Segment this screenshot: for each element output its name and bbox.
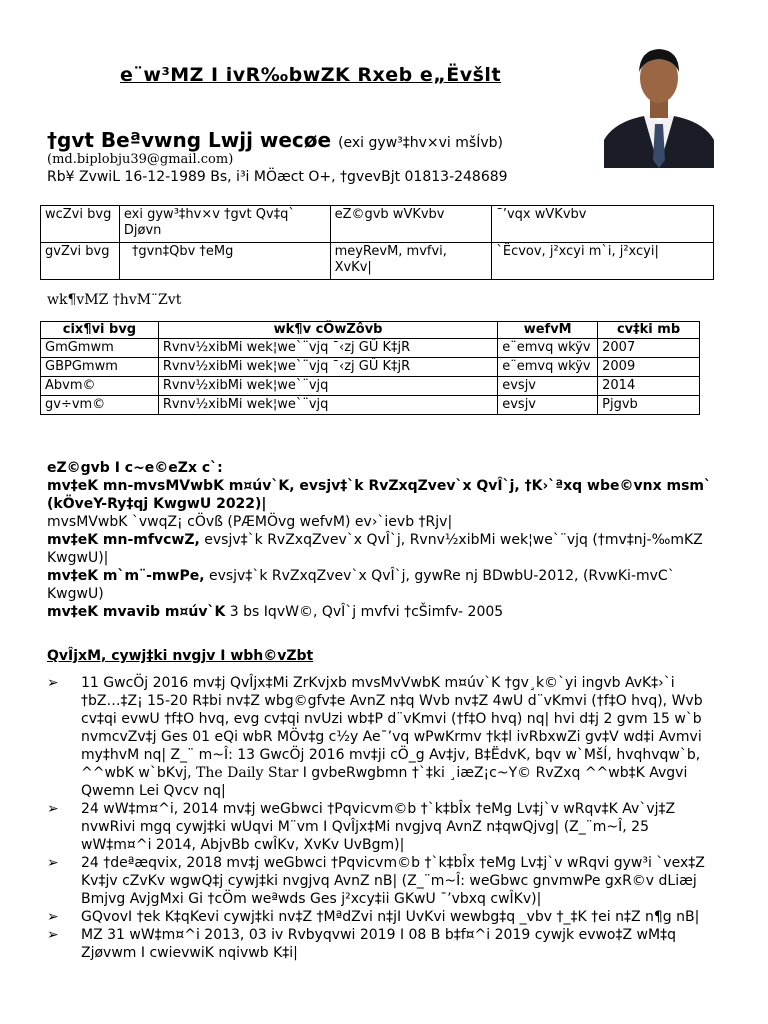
career-role: mv‡eK mvavib m¤úv`K xyxy=(47,604,226,620)
table-cell: Rvnv½xibMi wek¦we`¨vjq ¯‹zj GÛ K‡jR xyxy=(158,339,497,358)
table-row xyxy=(41,243,714,280)
table-cell: e¨emvq wkÿv xyxy=(498,358,598,377)
list-item xyxy=(47,800,717,854)
list-item xyxy=(47,926,717,962)
career-line: mv‡eK mn-mvsMVwbK m¤úv`K, evsjv‡`k RvZxqZvev`x QvÎ`j, †K›`ªxq wbe©vnx msm` (kÖveY-Ry‡qj KwgwU 2022)| xyxy=(47,478,712,512)
name-subtitle: (exi gyw³‡hv×vi mšÍvb) xyxy=(338,135,503,151)
career-detail: 3 bs IqvW©, QvÎ`j mvfvi †cŠimfv- 2005 xyxy=(225,604,504,620)
activities-heading: QvÎjxM, cywj‡ki nvgjv I wbh©vZbt xyxy=(47,648,314,664)
education-table xyxy=(40,321,700,415)
bullet-arrow-icon: ➢ xyxy=(47,855,59,871)
table-cell: Pjgvb xyxy=(598,396,700,415)
column-header: cix¶vi bvg xyxy=(41,322,159,339)
career-line: mvsMVwbK `vwqZ¡ cÖvß (PÆMÖvg wefvM) ev›`ievb †Rjv| xyxy=(47,514,453,530)
table-row xyxy=(41,377,700,396)
career-line xyxy=(47,603,727,621)
career-role: mv‡eK mn-mfvcwZ, xyxy=(47,532,200,548)
table-cell: Abvm© xyxy=(41,377,159,396)
table-cell: Rvnv½xibMi wek¦we`¨vjq ¯‹zj GÛ K‡jR xyxy=(158,358,497,377)
table-cell: †gvn‡Qbv †eMg xyxy=(119,243,330,280)
table-cell: Rvnv½xibMi wek¦we`¨vjq xyxy=(158,396,497,415)
table-cell: eZ©gvb wVKvbv xyxy=(330,206,492,243)
list-item-text: 11 GwcÖj 2016 mv‡j QvÎjx‡Mi ZrKvjxb mvsMvVwbK m¤úv`K †gv¸k©`yi ingvb AvK‡›`i †bZ…‡Z¡ 15-20 R‡bi nv‡Z wbg©gfv‡e AvnZ n‡q Wvb nv‡Z 4wU d¨vKmvi (†f‡O hvq), Wvb cv‡qi evwU †f‡O hvq, evg cv‡qi nvUzi wb‡P d¨vKmvi (†f‡O hvq) nq| hvi d‡j 2 gvm 15 w`b nvmcvZv‡j Ges 01 eQi wbR MÖv‡g c½y Ae¯’vq wPwKrmv †k‡l ivRbxwZi gv‡V wd‡i Avmvi my‡hvM nq| Z_¨ m~Î: 13 GwcÖj 2016 mv‡ji cÖ_g Av‡jv, B‡ËdvK, bqv w`MšÍ, hvqhvqw`b, ^^wbK w`bKvj, xyxy=(81,675,703,781)
table-cell: meyRevM, mvfvi, XvKv| xyxy=(330,243,492,280)
table-cell: `Ëcvov, j²xcyi m`i, j²xcyi| xyxy=(492,243,714,280)
profile-photo xyxy=(604,40,714,168)
list-item xyxy=(47,908,717,926)
career-role: mv‡eK m`m¨-mwPe, xyxy=(47,568,205,584)
career-section xyxy=(47,459,727,621)
table-cell: GmGmwm xyxy=(41,339,159,358)
list-item-text: 24 wW‡m¤^i, 2014 mv‡j weGbwci †Pqvicvm©b †`k‡bÎx †eMg Lv‡j`v wRqv‡K Av`vj‡Z nvwRivi mgq cywj‡ki wUqvi M¨vm I QvÎjx‡Mi nvgjvq AvnZ n‡qwQjvg| (Z_¨m~Î, 25 wW‡m¤^i 2014, AbjvBb cwÎKv, XvKv UvBgm)| xyxy=(81,801,676,853)
table-row xyxy=(41,339,700,358)
bullet-arrow-icon: ➢ xyxy=(47,927,59,943)
table-cell: ¯’vqx wVKvbv xyxy=(492,206,714,243)
table-cell: evsjv xyxy=(498,396,598,415)
bullet-arrow-icon: ➢ xyxy=(47,801,59,817)
page-title: e¨w³MZ I ivR‰bwZK Rxeb e„Ëvšlt xyxy=(120,64,502,86)
list-item xyxy=(47,854,717,908)
career-heading: eZ©gvb I c~e©eZx c`: xyxy=(47,460,223,476)
birth-contact-line: Rb¥ ZvwiL 16-12-1989 Bs, i³i MÖæct O+, †gvevBjt 01813-248689 xyxy=(47,169,508,185)
family-info-table xyxy=(40,205,714,280)
table-cell: e¨emvq wkÿv xyxy=(498,339,598,358)
email-text: (md.biplobju39@gmail.com) xyxy=(47,152,234,167)
career-line xyxy=(47,567,727,603)
newspaper-name: The Daily Star xyxy=(196,765,299,781)
applicant-name xyxy=(47,128,503,152)
list-item-text: 24 †deªæqvix, 2018 mv‡j weGbwci †Pqvicvm©b †`k‡bÎx †eMg Lv‡j`v wRqvi gyw³i `vex‡Z Kv‡jv cZvKv wgwQ‡j cywj‡ki nvgjvq AvnZ nB| (Z_¨m~Î: weGbwc gnvmwPe gxR©v dLiæj Bmjvg AvjgMxi Gi †cÖm weªwds Ges j²xcy‡ii GKwU ¯’vbxq cwÎKv)| xyxy=(81,855,705,907)
bullet-arrow-icon: ➢ xyxy=(47,909,59,925)
table-row xyxy=(41,396,700,415)
list-item-text: GQvovI †ek K‡qKevi cywj‡ki nv‡Z †MªdZvi n‡jI UvKvi wewbg‡q _vbv †_‡K †ei n‡Z n¶g nB| xyxy=(81,909,700,925)
table-cell: exi gyw³‡hv×v †gvt Qv‡q` Djøvn xyxy=(119,206,330,243)
table-row xyxy=(41,206,714,243)
table-cell: 2014 xyxy=(598,377,700,396)
table-cell: evsjv xyxy=(498,377,598,396)
table-header-row xyxy=(41,322,700,339)
table-cell: gvZvi bvg xyxy=(41,243,120,280)
table-cell: GBPGmwm xyxy=(41,358,159,377)
list-item-text: I gvbeRwgbmn †`‡ki ¸iæZ¡c~Y© RvZxq ^^wb‡K Avgvi Qwemn Lei Qvcv nq| xyxy=(81,765,688,799)
column-header: wefvM xyxy=(498,322,598,339)
bullet-arrow-icon: ➢ xyxy=(47,675,59,691)
career-line xyxy=(47,531,727,567)
column-header: wk¶v cÖwZôvb xyxy=(158,322,497,339)
table-cell: 2007 xyxy=(598,339,700,358)
name-text: †gvt Beªvwng Lwjj wecøe xyxy=(47,128,332,152)
career-detail: evsjv‡`k RvZxqZvev`x QvÎ`j, Rvnv½xibMi wek¦we`¨vjq (†mv‡nj-‰mKZ KwgwU)| xyxy=(47,532,703,566)
activities-list xyxy=(47,674,717,962)
table-cell: Rvnv½xibMi wek¦we`¨vjq xyxy=(158,377,497,396)
column-header: cv‡ki mb xyxy=(598,322,700,339)
education-heading: wk¶vMZ †hvM¨Zvt xyxy=(47,292,182,308)
career-detail: evsjv‡`k RvZxqZvev`x QvÎ`j, gywRe nj BDwbU-2012, (RvwKi-mvC` KwgwU) xyxy=(47,568,675,602)
table-row xyxy=(41,358,700,377)
table-cell: 2009 xyxy=(598,358,700,377)
list-item-text: MZ 31 wW‡m¤^i 2013, 03 iv Rvbyqvwi 2019 I 08 B b‡f¤^i 2019 cywjk evwo‡Z wM‡q Zjøvwm I cwievwiK nqivwb K‡i| xyxy=(81,927,676,961)
table-cell: gv÷vm© xyxy=(41,396,159,415)
table-cell: wcZvi bvg xyxy=(41,206,120,243)
list-item xyxy=(47,674,717,800)
